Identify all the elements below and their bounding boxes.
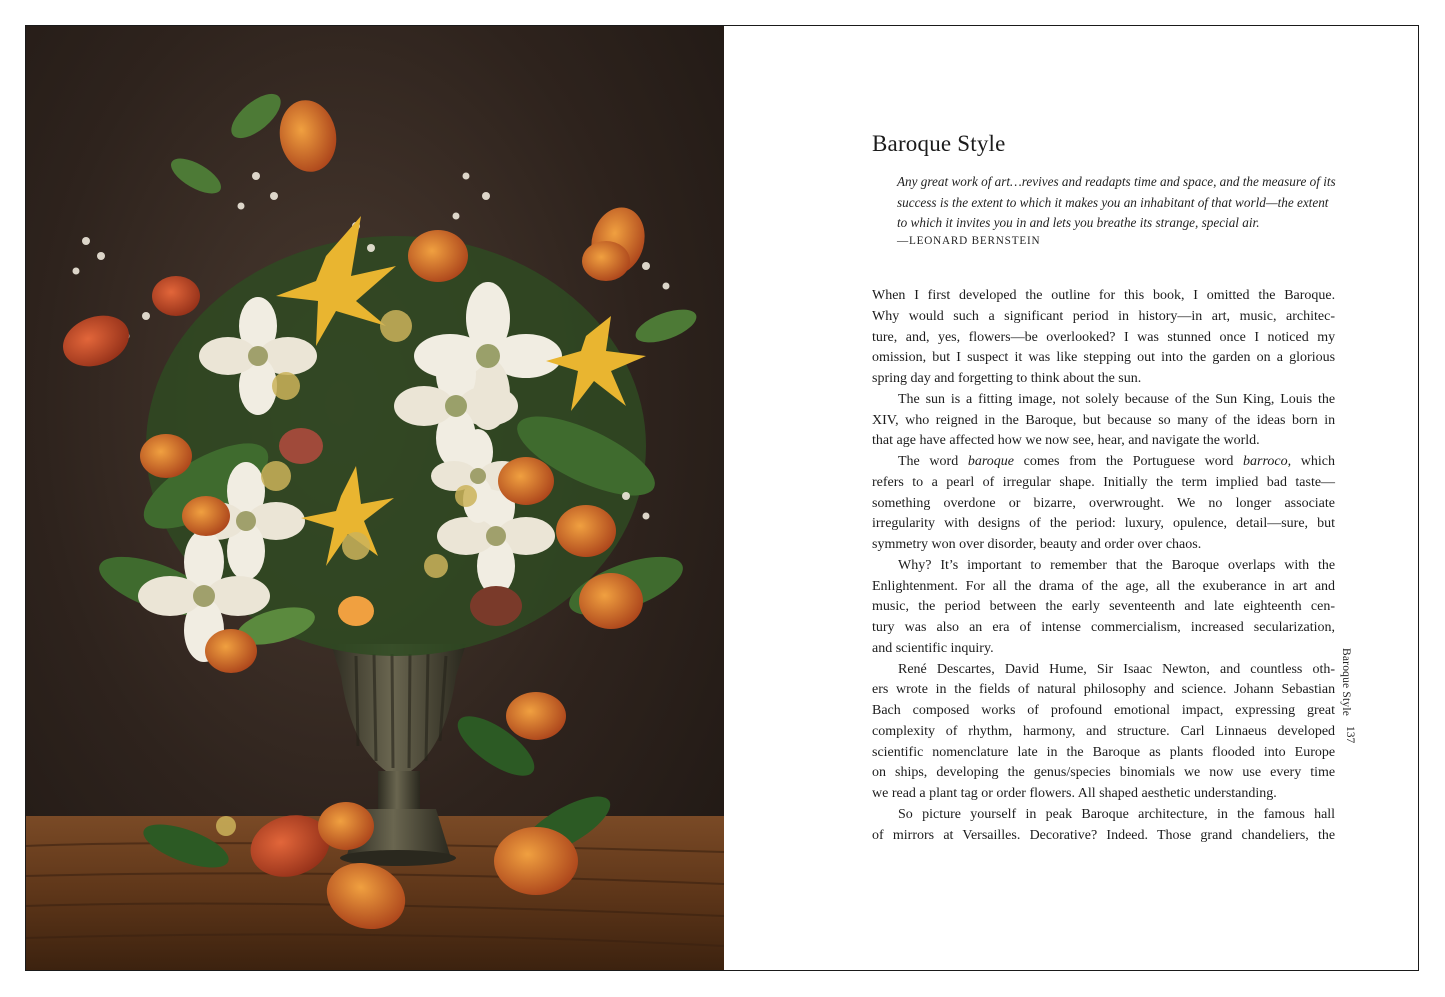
running-head: Baroque Style [1340,648,1352,717]
body-line: ers wrote in the fields of natural philosophy and science. Johann Sebastian [872,682,1336,698]
body-line: we read a plant tag or order flowers. All shaped aesthetic understanding. [872,786,1277,801]
body-line: scientific nomenclature late in the Baroque as plants flooded into Europe [872,744,1336,760]
body-line: refers to a pearl of irregular shape. Initially the term implied bad taste— [872,474,1336,490]
epigraph: Any great work of art…revives and readapts time and space, and the measure of its success is the extent to which it makes you an inhabitant of that world—the extent to which it invites you in and lets you breathe its strange, special air. [897,174,1336,231]
body-line: tury was also an era of intense commercialism, increased secularization, [872,620,1336,635]
body-line: spring day and forgetting to think about the sun. [872,371,1142,386]
book-spread [25,25,1419,971]
body-line: on ships, developing the genus/species binomials we now use every time [872,765,1336,781]
floral-illustration [26,26,724,970]
body-line: So picture yourself in peak Baroque architecture, in the famous hall [898,806,1336,822]
body-line: ture, and, yes, flowers—be overlooked? I was stunned once I noticed my [872,329,1336,345]
body-line: The word baroque comes from the Portuguese word barroco, which [898,454,1336,469]
body-line: complexity of rhythm, harmony, and structure. Carl Linnaeus developed [872,723,1336,739]
body-line: of mirrors at Versailles. Decorative? Indeed. Those grand chandeliers, the [872,827,1336,843]
body-line: and scientific inquiry. [872,640,994,656]
body-line: Bach composed works of profound emotional impact, expressing great [872,703,1335,718]
page-number: 137 [1344,726,1356,744]
body-line: symmetry won over disorder, beauty and order over chaos. [872,537,1202,552]
floral-arrangement-photo [26,26,724,970]
body-line: Why? It’s important to remember that the Baroque overlaps with the [898,557,1336,573]
body-line: omission, but I suspect it was like stepping out into the garden on a glorious [872,350,1336,366]
body-line: Enlightenment. For all the drama of the age, all the exuberance in art and [872,578,1336,594]
epigraph-attribution: —LEONARD BERNSTEIN [897,235,1041,247]
body-line: The sun is a fitting image, not solely because of the Sun King, Louis the [898,391,1336,407]
body-line: music, the period between the early seventeenth and late eighteenth cen- [872,599,1336,615]
body-line: Why would such a significant period in history—in art, music, architec- [872,308,1335,324]
text-page [725,26,1418,970]
body-line: irregularity with designs of the period: luxury, opulence, detail—sure, but [872,516,1336,532]
body-text [872,286,1335,846]
body-line: When I first developed the outline for this book, I omitted the Baroque. [872,288,1336,303]
body-line: that age have affected how we now see, hear, and navigate the world. [872,433,1260,449]
chapter-title: Baroque Style [872,131,1006,156]
body-line: René Descartes, David Hume, Sir Isaac Newton, and countless oth- [898,661,1336,677]
body-line: XIV, who reigned in the Baroque, but because so many of the ideas born in [872,412,1336,428]
body-line: something overdone or bizarre, overwrought. We no longer associate [872,495,1335,511]
